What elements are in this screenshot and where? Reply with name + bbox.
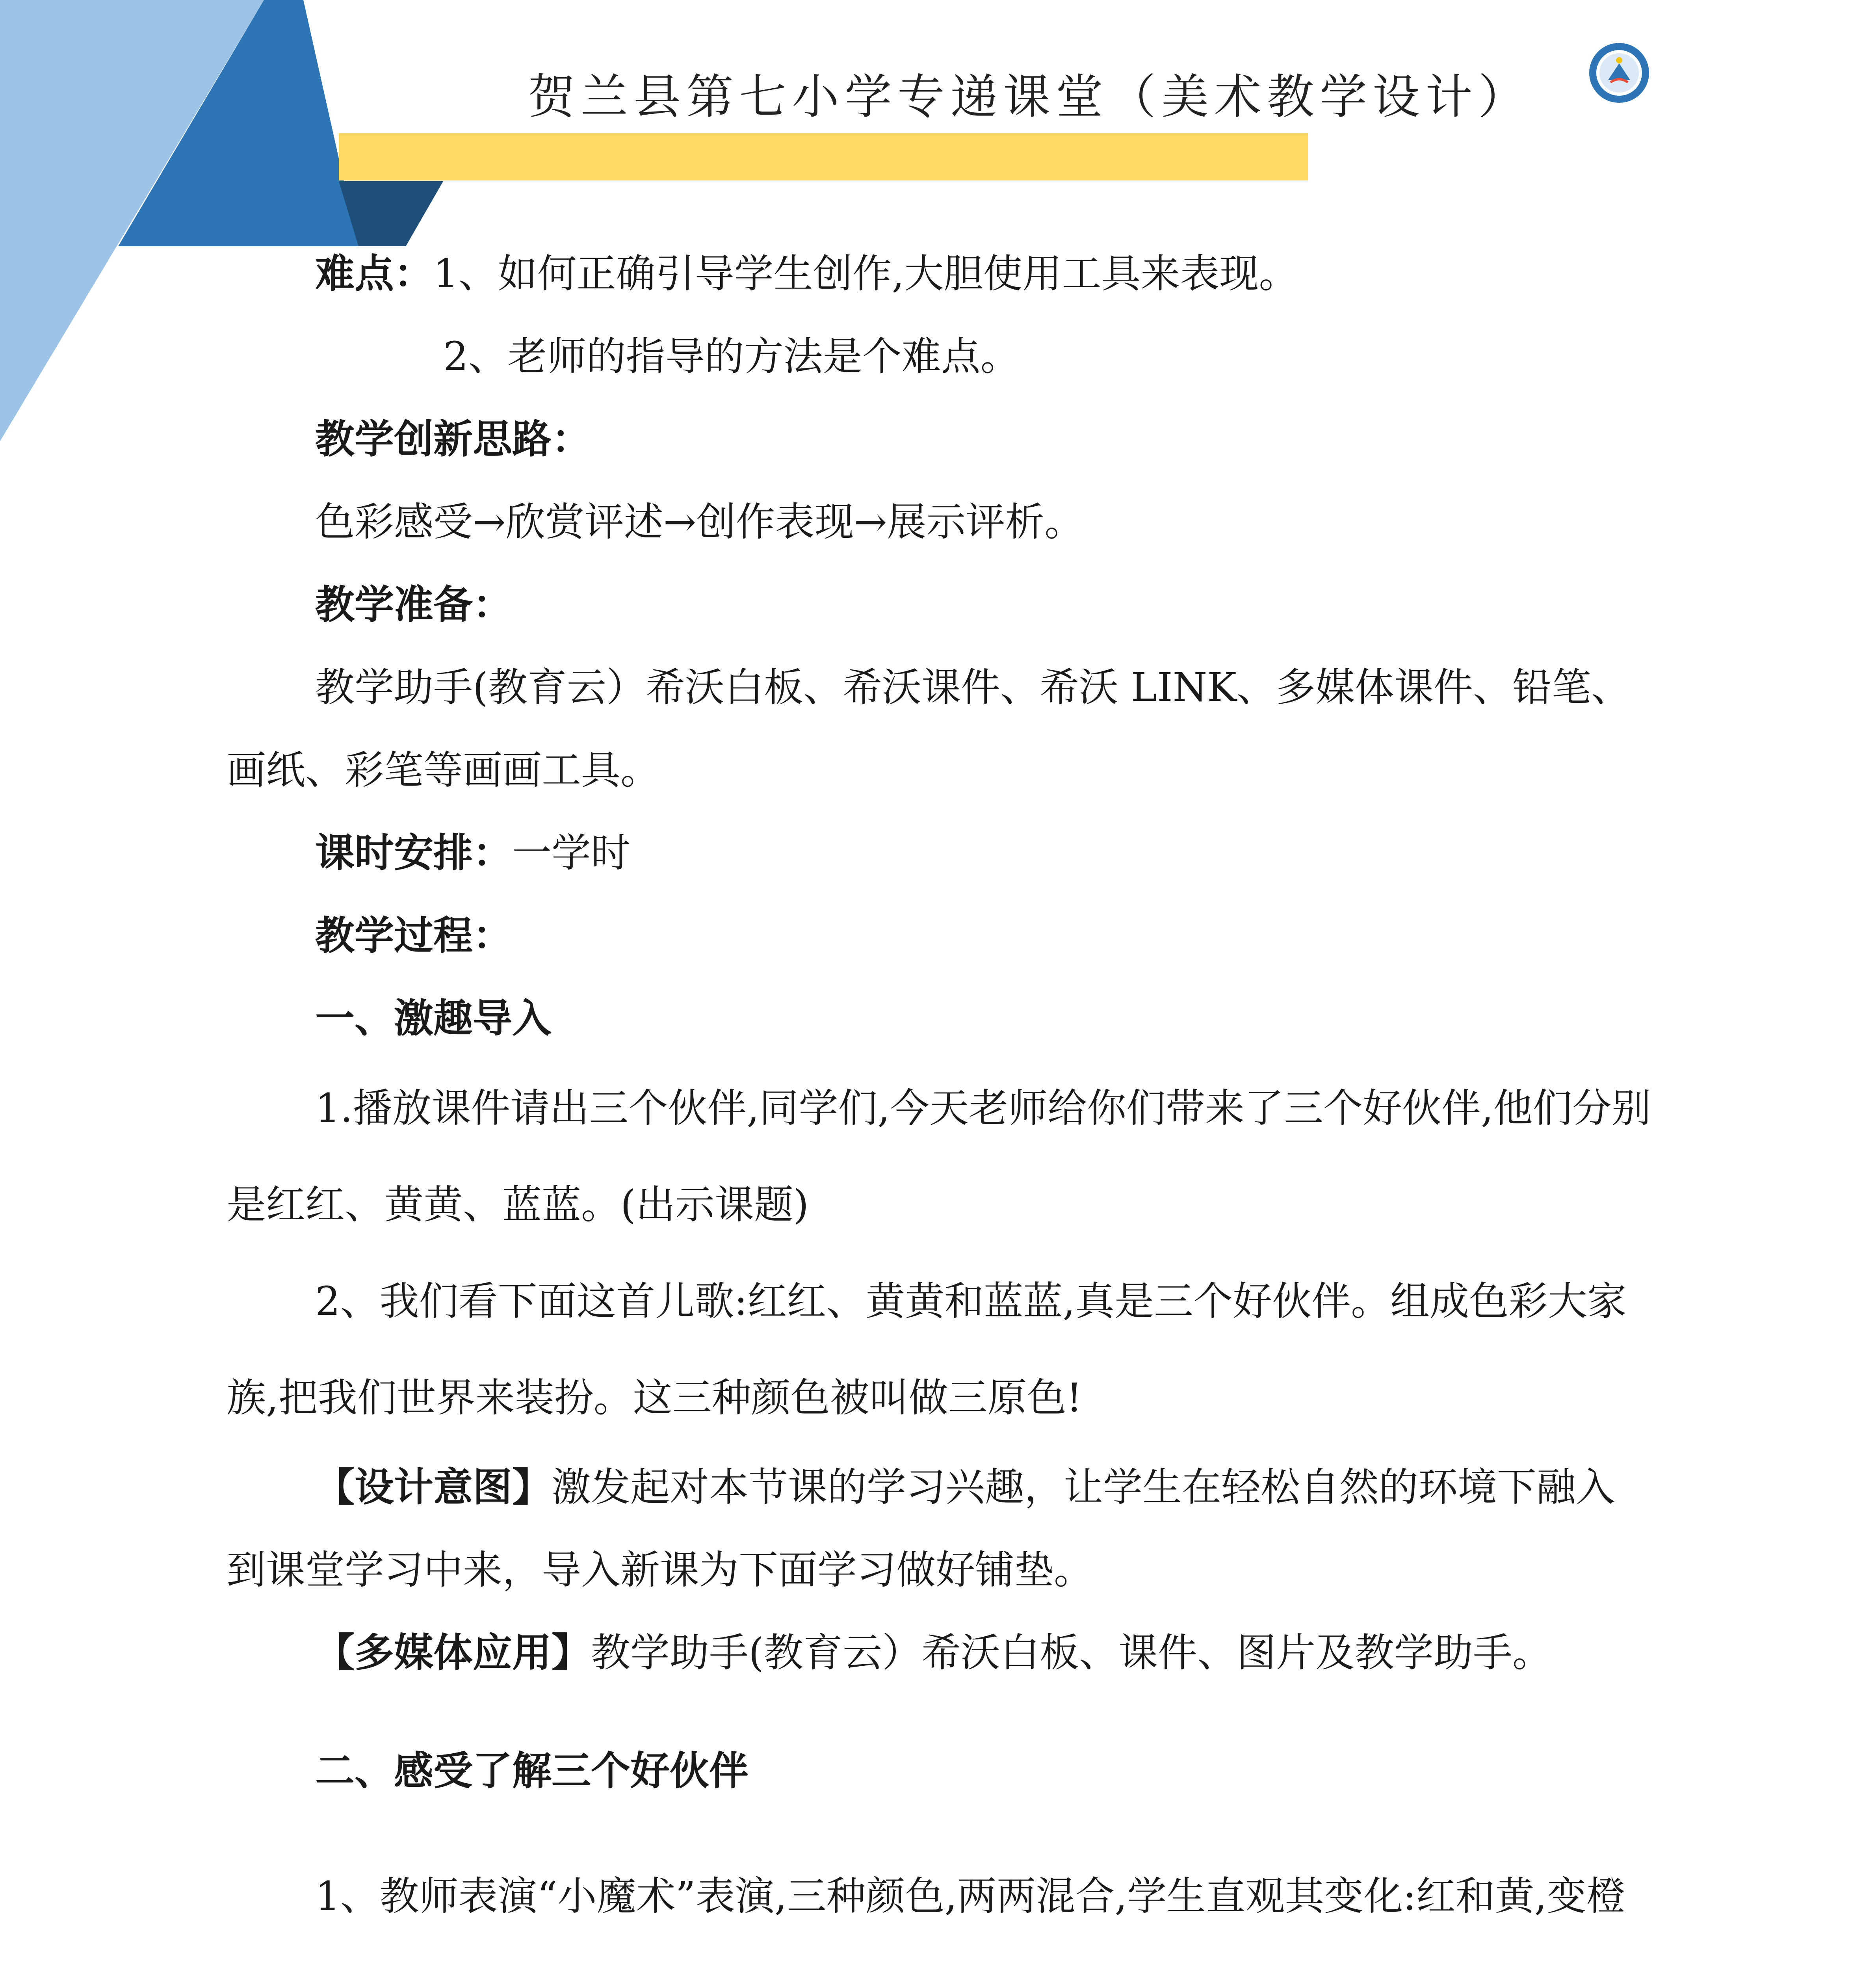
design-intent-label: 【设计意图】 [315, 1464, 552, 1510]
schedule-line [227, 812, 1653, 894]
prep-text: 教学助手(教育云）希沃白板、希沃课件、希沃 LINK、多媒体课件、铅笔、画纸、彩笔等画画工具。 [227, 664, 1631, 793]
section2-heading: 二、感受了解三个好伙伴 [315, 1748, 749, 1794]
prep-heading: 教学准备： [315, 582, 512, 628]
multimedia-text: 教学助手(教育云）希沃白板、课件、图片及教学助手。 [591, 1630, 1552, 1676]
multimedia-paragraph [227, 1611, 1653, 1694]
difficulty-item-2: 2、老师的指导的方法是个难点。 [443, 333, 1020, 379]
design-intent-paragraph [227, 1446, 1653, 1611]
process-heading: 教学过程： [315, 913, 512, 959]
page-title: 贺兰县第七小学专递课堂（美术教学设计） [528, 70, 1531, 125]
innovation-text: 色彩感受→欣赏评述→创作表现→展示评析。 [315, 499, 1084, 545]
difficulty-item-1: 1、如何正确引导学生创作,大胆使用工具来表现。 [433, 251, 1298, 297]
innovation-heading: 教学创新思路： [315, 416, 591, 462]
header-accent-bar [339, 133, 1308, 180]
difficulty-label: 难点： [315, 251, 433, 297]
design-intent-text: 激发起对本节课的学习兴趣，让学生在轻松自然的环境下融入到课堂学习中来，导入新课为下面学习做好铺垫。 [227, 1464, 1615, 1593]
multimedia-label: 【多媒体应用】 [315, 1630, 591, 1676]
section1-paragraph-2: 2、我们看下面这首儿歌:红红、黄黄和蓝蓝,真是三个好伙伴。组成色彩大家族,把我们世界来装扮。这三种颜色被叫做三原色! [227, 1278, 1627, 1421]
difficulty-line-1 [227, 232, 1653, 315]
document-body [227, 232, 1653, 1970]
school-emblem-icon [1588, 41, 1651, 104]
section2-paragraph-1: 1、教师表演“小魔术”表演,三种颜色,两两混合,学生直观其变化:红和黄,变橙 [315, 1873, 1626, 1919]
section1-paragraph-1: 1.播放课件请出三个伙伴,同学们,今天老师给你们带来了三个好伙伴,他们分别是红红、黄黄、蓝蓝。(出示课题) [227, 1085, 1651, 1228]
section1-heading: 一、激趣导入 [315, 995, 552, 1041]
schedule-label: 课时安排： [315, 830, 512, 876]
schedule-value: 一学时 [512, 830, 630, 876]
